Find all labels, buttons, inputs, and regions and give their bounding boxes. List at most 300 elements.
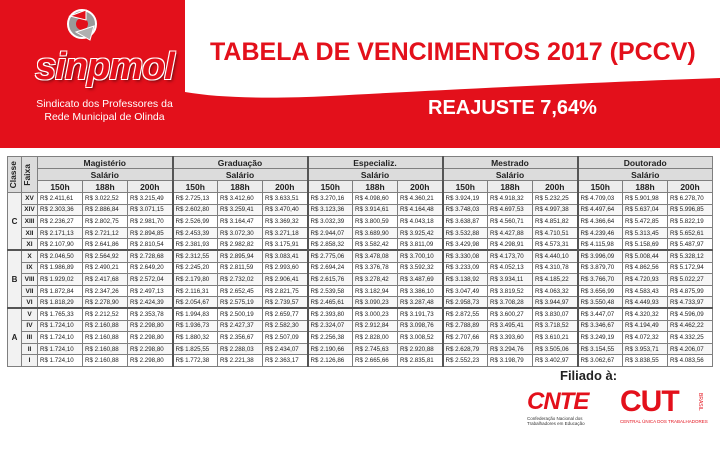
- classe-cell: C: [8, 193, 22, 251]
- faixa-cell: III: [22, 332, 38, 344]
- salary-cell: R$ 2.054,67: [173, 297, 218, 309]
- salary-cell: R$ 6.278,70: [668, 193, 713, 205]
- salary-cell: R$ 3.022,52: [83, 193, 128, 205]
- group-header: Especializ.: [308, 157, 443, 169]
- hours-header: 188h: [218, 181, 263, 193]
- page-title: TABELA DE VENCIMENTOS 2017 (PCCV): [210, 38, 696, 66]
- salary-cell: R$ 2.107,90: [38, 239, 83, 251]
- salary-cell: R$ 4.320,32: [623, 308, 668, 320]
- salary-cell: R$ 2.552,23: [443, 355, 488, 367]
- classe-header: Classe: [8, 157, 22, 193]
- salary-cell: R$ 2.221,38: [218, 355, 263, 367]
- salary-cell: R$ 2.886,84: [83, 204, 128, 216]
- salary-cell: R$ 3.138,92: [443, 274, 488, 286]
- salary-cell: R$ 3.083,41: [263, 250, 308, 262]
- group-subheader: Salário: [578, 169, 713, 181]
- salary-cell: R$ 2.179,80: [173, 274, 218, 286]
- salary-cell: R$ 4.462,22: [668, 320, 713, 332]
- salary-cell: R$ 4.173,70: [488, 250, 533, 262]
- salary-cell: R$ 2.802,75: [83, 216, 128, 228]
- salary-cell: R$ 3.098,76: [398, 320, 443, 332]
- faixa-cell: VIII: [22, 274, 38, 286]
- salary-cell: R$ 4.449,93: [623, 297, 668, 309]
- salary-cell: R$ 4.697,53: [488, 204, 533, 216]
- salary-cell: R$ 4.063,32: [533, 285, 578, 297]
- salary-cell: R$ 4.862,56: [623, 262, 668, 274]
- classe-cell: B: [8, 250, 22, 308]
- salary-cell: R$ 3.638,87: [443, 216, 488, 228]
- salary-cell: R$ 2.465,61: [308, 297, 353, 309]
- salary-cell: R$ 5.158,69: [623, 239, 668, 251]
- salary-cell: R$ 4.918,32: [488, 193, 533, 205]
- hours-header: 188h: [353, 181, 398, 193]
- salary-cell: R$ 2.828,00: [353, 332, 398, 344]
- salary-cell: R$ 3.879,70: [578, 262, 623, 274]
- salary-cell: R$ 2.835,81: [398, 355, 443, 367]
- salary-cell: R$ 5.637,04: [623, 204, 668, 216]
- salary-cell: R$ 3.689,90: [353, 227, 398, 239]
- salary-cell: R$ 5.022,27: [668, 274, 713, 286]
- salary-cell: R$ 4.310,78: [533, 262, 578, 274]
- logo-subtitle-line1: Sindicato dos Professores da: [36, 98, 173, 110]
- salary-cell: R$ 3.748,03: [443, 204, 488, 216]
- cut-country-label: BRASIL: [697, 393, 703, 411]
- salary-cell: R$ 5.472,85: [623, 216, 668, 228]
- salary-table: [7, 156, 713, 367]
- salary-cell: R$ 3.532,88: [443, 227, 488, 239]
- salary-cell: R$ 2.160,88: [83, 343, 128, 355]
- salary-cell: R$ 4.875,99: [668, 285, 713, 297]
- salary-cell: R$ 3.271,18: [263, 227, 308, 239]
- salary-cell: R$ 3.270,16: [308, 193, 353, 205]
- salary-cell: R$ 4.239,46: [578, 227, 623, 239]
- group-subheader: Salário: [308, 169, 443, 181]
- salary-cell: R$ 2.160,88: [83, 355, 128, 367]
- salary-cell: R$ 2.298,80: [128, 320, 173, 332]
- salary-cell: R$ 2.728,68: [128, 250, 173, 262]
- table-row: [8, 285, 713, 297]
- faixa-cell: XIII: [22, 216, 38, 228]
- salary-table-wrapper: [7, 156, 713, 367]
- salary-cell: R$ 1.724,10: [38, 343, 83, 355]
- salary-cell: R$ 4.098,60: [353, 193, 398, 205]
- salary-cell: R$ 3.447,07: [578, 308, 623, 320]
- salary-cell: R$ 2.278,90: [83, 297, 128, 309]
- salary-cell: R$ 3.198,79: [488, 355, 533, 367]
- salary-cell: R$ 2.739,57: [263, 297, 308, 309]
- faixa-cell: II: [22, 343, 38, 355]
- hours-header: 150h: [578, 181, 623, 193]
- salary-cell: R$ 3.249,19: [578, 332, 623, 344]
- salary-cell: R$ 3.123,36: [308, 204, 353, 216]
- salary-cell: R$ 1.872,84: [38, 285, 83, 297]
- salary-cell: R$ 1.986,89: [38, 262, 83, 274]
- hours-header: 150h: [308, 181, 353, 193]
- salary-cell: R$ 1.994,83: [173, 308, 218, 320]
- salary-cell: R$ 4.720,93: [623, 274, 668, 286]
- table-row: [8, 250, 713, 262]
- salary-cell: R$ 3.393,60: [488, 332, 533, 344]
- faixa-cell: IX: [22, 262, 38, 274]
- salary-cell: R$ 4.710,51: [533, 227, 578, 239]
- salary-cell: R$ 1.880,32: [173, 332, 218, 344]
- salary-cell: R$ 3.708,28: [488, 297, 533, 309]
- salary-cell: R$ 2.906,41: [263, 274, 308, 286]
- salary-cell: R$ 4.043,18: [398, 216, 443, 228]
- salary-cell: R$ 4.997,38: [533, 204, 578, 216]
- salary-cell: R$ 2.665,66: [353, 355, 398, 367]
- salary-cell: R$ 3.830,07: [533, 308, 578, 320]
- salary-cell: R$ 2.982,82: [218, 239, 263, 251]
- salary-cell: R$ 2.288,03: [218, 343, 263, 355]
- salary-cell: R$ 3.996,09: [578, 250, 623, 262]
- group-subheader: Salário: [173, 169, 308, 181]
- salary-cell: R$ 2.707,66: [443, 332, 488, 344]
- salary-cell: R$ 2.615,76: [308, 274, 353, 286]
- classe-cell: A: [8, 308, 22, 366]
- table-row: [8, 355, 713, 367]
- salary-cell: R$ 4.360,21: [398, 193, 443, 205]
- salary-cell: R$ 2.721,12: [83, 227, 128, 239]
- salary-cell: R$ 2.312,55: [173, 250, 218, 262]
- salary-cell: R$ 2.628,79: [443, 343, 488, 355]
- salary-cell: R$ 3.182,94: [353, 285, 398, 297]
- header-banner: [0, 0, 720, 148]
- salary-cell: R$ 2.500,19: [218, 308, 263, 320]
- salary-cell: R$ 3.175,91: [263, 239, 308, 251]
- cut-wordmark: CUT: [620, 385, 679, 418]
- salary-cell: R$ 4.052,13: [488, 262, 533, 274]
- salary-cell: R$ 3.429,98: [443, 239, 488, 251]
- salary-cell: R$ 2.993,60: [263, 262, 308, 274]
- salary-cell: R$ 2.324,07: [308, 320, 353, 332]
- salary-cell: R$ 5.901,98: [623, 193, 668, 205]
- salary-cell: R$ 5.313,45: [623, 227, 668, 239]
- faixa-header: Faixa: [22, 157, 38, 193]
- salary-cell: R$ 2.490,21: [83, 262, 128, 274]
- salary-cell: R$ 3.800,59: [353, 216, 398, 228]
- salary-cell: R$ 3.215,49: [128, 193, 173, 205]
- salary-cell: R$ 1.825,55: [173, 343, 218, 355]
- salary-cell: R$ 4.733,97: [668, 297, 713, 309]
- salary-cell: R$ 2.732,02: [218, 274, 263, 286]
- salary-cell: R$ 4.332,25: [668, 332, 713, 344]
- salary-cell: R$ 3.944,97: [533, 297, 578, 309]
- salary-cell: R$ 2.116,31: [173, 285, 218, 297]
- salary-cell: R$ 5.232,25: [533, 193, 578, 205]
- salary-cell: R$ 3.164,47: [218, 216, 263, 228]
- salary-cell: R$ 4.072,32: [623, 332, 668, 344]
- salary-cell: R$ 2.393,80: [308, 308, 353, 320]
- salary-cell: R$ 4.573,31: [533, 239, 578, 251]
- salary-cell: R$ 3.191,73: [398, 308, 443, 320]
- salary-cell: R$ 2.745,63: [353, 343, 398, 355]
- salary-cell: R$ 2.298,80: [128, 343, 173, 355]
- salary-cell: R$ 4.185,22: [533, 274, 578, 286]
- salary-cell: R$ 5.172,94: [668, 262, 713, 274]
- salary-cell: R$ 2.256,38: [308, 332, 353, 344]
- salary-cell: R$ 2.788,89: [443, 320, 488, 332]
- salary-cell: R$ 2.539,58: [308, 285, 353, 297]
- salary-cell: R$ 2.160,88: [83, 320, 128, 332]
- salary-cell: R$ 3.925,42: [398, 227, 443, 239]
- salary-cell: R$ 2.920,88: [398, 343, 443, 355]
- salary-cell: R$ 1.929,02: [38, 274, 83, 286]
- logo-wordmark: sinpmol: [35, 46, 174, 88]
- table-row: [8, 227, 713, 239]
- salary-cell: R$ 2.811,59: [218, 262, 263, 274]
- salary-cell: R$ 2.171,13: [38, 227, 83, 239]
- table-row: [8, 274, 713, 286]
- salary-cell: R$ 2.417,68: [83, 274, 128, 286]
- salary-cell: R$ 2.298,80: [128, 355, 173, 367]
- faixa-cell: XIV: [22, 204, 38, 216]
- faixa-cell: X: [22, 250, 38, 262]
- group-header: Graduação: [173, 157, 308, 169]
- salary-cell: R$ 3.072,30: [218, 227, 263, 239]
- salary-cell: R$ 2.659,77: [263, 308, 308, 320]
- salary-cell: R$ 2.872,55: [443, 308, 488, 320]
- table-row: [8, 332, 713, 344]
- salary-cell: R$ 1.724,10: [38, 355, 83, 367]
- table-row: [8, 193, 713, 205]
- salary-cell: R$ 2.245,20: [173, 262, 218, 274]
- faixa-cell: VI: [22, 297, 38, 309]
- table-row: [8, 297, 713, 309]
- salary-cell: R$ 5.487,97: [668, 239, 713, 251]
- salary-cell: R$ 2.434,07: [263, 343, 308, 355]
- salary-cell: R$ 2.694,24: [308, 262, 353, 274]
- hours-header: 200h: [533, 181, 578, 193]
- salary-cell: R$ 2.725,13: [173, 193, 218, 205]
- salary-cell: R$ 3.330,08: [443, 250, 488, 262]
- salary-cell: R$ 5.328,12: [668, 250, 713, 262]
- salary-cell: R$ 2.775,06: [308, 250, 353, 262]
- salary-cell: R$ 3.071,15: [128, 204, 173, 216]
- salary-cell: R$ 2.046,50: [38, 250, 83, 262]
- salary-cell: R$ 2.858,32: [308, 239, 353, 251]
- hours-header: 150h: [38, 181, 83, 193]
- salary-cell: R$ 5.008,44: [623, 250, 668, 262]
- salary-cell: R$ 2.347,26: [83, 285, 128, 297]
- salary-cell: R$ 3.592,32: [398, 262, 443, 274]
- affiliation-label: Filiado à:: [560, 368, 618, 383]
- salary-cell: R$ 2.427,37: [218, 320, 263, 332]
- salary-cell: R$ 2.212,52: [83, 308, 128, 320]
- faixa-cell: IV: [22, 320, 38, 332]
- table-row: [8, 239, 713, 251]
- salary-cell: R$ 5.996,85: [668, 204, 713, 216]
- salary-cell: R$ 4.851,82: [533, 216, 578, 228]
- salary-cell: R$ 4.709,03: [578, 193, 623, 205]
- salary-cell: R$ 3.000,23: [353, 308, 398, 320]
- hours-header: 188h: [83, 181, 128, 193]
- hours-header: 188h: [488, 181, 533, 193]
- salary-cell: R$ 3.600,27: [488, 308, 533, 320]
- salary-cell: R$ 5.822,19: [668, 216, 713, 228]
- salary-cell: R$ 2.895,94: [218, 250, 263, 262]
- salary-cell: R$ 3.505,06: [533, 343, 578, 355]
- hours-header: 200h: [263, 181, 308, 193]
- salary-cell: R$ 1.724,10: [38, 332, 83, 344]
- salary-cell: R$ 2.453,39: [173, 227, 218, 239]
- salary-cell: R$ 3.478,08: [353, 250, 398, 262]
- salary-cell: R$ 3.838,55: [623, 355, 668, 367]
- salary-cell: R$ 4.427,88: [488, 227, 533, 239]
- hours-header: 200h: [398, 181, 443, 193]
- group-header: Doutorado: [578, 157, 713, 169]
- salary-cell: R$ 3.047,49: [443, 285, 488, 297]
- salary-cell: R$ 3.819,52: [488, 285, 533, 297]
- hours-header: 200h: [668, 181, 713, 193]
- salary-cell: R$ 2.641,86: [83, 239, 128, 251]
- salary-cell: R$ 4.583,43: [623, 285, 668, 297]
- faixa-cell: V: [22, 308, 38, 320]
- salary-cell: R$ 2.582,30: [263, 320, 308, 332]
- salary-cell: R$ 2.572,04: [128, 274, 173, 286]
- cut-subtitle: CENTRAL ÚNICA DOS TRABALHADORES: [620, 419, 708, 424]
- table-row: [8, 204, 713, 216]
- table-row: [8, 308, 713, 320]
- hours-header: 150h: [173, 181, 218, 193]
- salary-cell: R$ 3.633,51: [263, 193, 308, 205]
- salary-cell: R$ 2.821,75: [263, 285, 308, 297]
- cut-logo: [620, 385, 716, 424]
- table-row: [8, 320, 713, 332]
- salary-cell: R$ 2.497,13: [128, 285, 173, 297]
- salary-cell: R$ 2.602,80: [173, 204, 218, 216]
- salary-cell: R$ 3.376,78: [353, 262, 398, 274]
- salary-cell: R$ 2.411,61: [38, 193, 83, 205]
- salary-cell: R$ 3.278,42: [353, 274, 398, 286]
- salary-cell: R$ 3.008,52: [398, 332, 443, 344]
- salary-cell: R$ 1.772,38: [173, 355, 218, 367]
- salary-cell: R$ 2.236,27: [38, 216, 83, 228]
- page-subtitle: REAJUSTE 7,64%: [428, 97, 597, 119]
- salary-cell: R$ 2.424,39: [128, 297, 173, 309]
- group-subheader: Salário: [443, 169, 578, 181]
- salary-cell: R$ 4.083,56: [668, 355, 713, 367]
- cnte-logo: [527, 388, 622, 426]
- salary-cell: R$ 1.724,10: [38, 320, 83, 332]
- salary-cell: R$ 3.346,67: [578, 320, 623, 332]
- group-header: Mestrado: [443, 157, 578, 169]
- salary-cell: R$ 4.298,91: [488, 239, 533, 251]
- salary-cell: R$ 3.914,61: [353, 204, 398, 216]
- salary-cell: R$ 3.487,69: [398, 274, 443, 286]
- salary-cell: R$ 2.160,88: [83, 332, 128, 344]
- salary-cell: R$ 3.154,55: [578, 343, 623, 355]
- salary-cell: R$ 3.259,41: [218, 204, 263, 216]
- salary-cell: R$ 2.353,78: [128, 308, 173, 320]
- salary-cell: R$ 3.495,41: [488, 320, 533, 332]
- salary-cell: R$ 2.958,73: [443, 297, 488, 309]
- salary-cell: R$ 2.507,09: [263, 332, 308, 344]
- salary-cell: R$ 4.115,98: [578, 239, 623, 251]
- salary-cell: R$ 3.386,10: [398, 285, 443, 297]
- salary-cell: R$ 2.649,20: [128, 262, 173, 274]
- group-subheader: Salário: [38, 169, 173, 181]
- salary-cell: R$ 3.470,40: [263, 204, 308, 216]
- salary-cell: R$ 3.287,48: [398, 297, 443, 309]
- salary-cell: R$ 2.381,93: [173, 239, 218, 251]
- salary-cell: R$ 3.582,42: [353, 239, 398, 251]
- logo-emblem-icon: [56, 6, 106, 50]
- salary-cell: R$ 2.356,67: [218, 332, 263, 344]
- salary-cell: R$ 2.363,17: [263, 355, 308, 367]
- faixa-cell: I: [22, 355, 38, 367]
- logo-subtitle-line2: Rede Municipal de Olinda: [44, 111, 165, 123]
- hours-header: 188h: [623, 181, 668, 193]
- salary-cell: R$ 3.934,11: [488, 274, 533, 286]
- hours-header: 150h: [443, 181, 488, 193]
- salary-cell: R$ 2.944,07: [308, 227, 353, 239]
- salary-cell: R$ 2.652,45: [218, 285, 263, 297]
- salary-cell: R$ 4.560,71: [488, 216, 533, 228]
- salary-cell: R$ 3.412,60: [218, 193, 263, 205]
- salary-cell: R$ 2.298,80: [128, 332, 173, 344]
- salary-cell: R$ 3.656,99: [578, 285, 623, 297]
- faixa-cell: XI: [22, 239, 38, 251]
- salary-cell: R$ 3.550,48: [578, 297, 623, 309]
- group-header: Magistério: [38, 157, 173, 169]
- salary-cell: R$ 3.090,23: [353, 297, 398, 309]
- faixa-cell: XII: [22, 227, 38, 239]
- salary-cell: R$ 4.497,64: [578, 204, 623, 216]
- hours-header: 200h: [128, 181, 173, 193]
- salary-cell: R$ 4.164,48: [398, 204, 443, 216]
- salary-cell: R$ 2.190,66: [308, 343, 353, 355]
- salary-cell: R$ 3.811,09: [398, 239, 443, 251]
- salary-cell: R$ 3.766,70: [578, 274, 623, 286]
- table-row: [8, 216, 713, 228]
- table-row: [8, 343, 713, 355]
- salary-cell: R$ 2.981,70: [128, 216, 173, 228]
- salary-cell: R$ 2.912,84: [353, 320, 398, 332]
- cnte-subtitle: Confederação Nacional dos Trabalhadores em Educação: [527, 416, 585, 426]
- faixa-cell: XV: [22, 193, 38, 205]
- salary-cell: R$ 4.194,49: [623, 320, 668, 332]
- salary-cell: R$ 3.233,09: [443, 262, 488, 274]
- salary-cell: R$ 2.575,19: [218, 297, 263, 309]
- salary-cell: R$ 3.369,32: [263, 216, 308, 228]
- salary-cell: R$ 3.700,10: [398, 250, 443, 262]
- salary-cell: R$ 2.810,54: [128, 239, 173, 251]
- salary-cell: R$ 1.818,29: [38, 297, 83, 309]
- salary-cell: R$ 3.924,19: [443, 193, 488, 205]
- salary-cell: R$ 2.303,36: [38, 204, 83, 216]
- salary-cell: R$ 3.610,21: [533, 332, 578, 344]
- salary-cell: R$ 4.366,64: [578, 216, 623, 228]
- salary-cell: R$ 4.206,07: [668, 343, 713, 355]
- salary-cell: R$ 2.564,92: [83, 250, 128, 262]
- salary-cell: R$ 3.062,67: [578, 355, 623, 367]
- cnte-wordmark: CNTE: [527, 388, 589, 415]
- salary-cell: R$ 1.936,73: [173, 320, 218, 332]
- salary-cell: R$ 2.894,85: [128, 227, 173, 239]
- salary-cell: R$ 3.402,97: [533, 355, 578, 367]
- salary-cell: R$ 4.440,10: [533, 250, 578, 262]
- salary-cell: R$ 2.126,86: [308, 355, 353, 367]
- salary-cell: R$ 1.765,33: [38, 308, 83, 320]
- salary-cell: R$ 3.294,76: [488, 343, 533, 355]
- table-row: [8, 262, 713, 274]
- salary-cell: R$ 3.032,39: [308, 216, 353, 228]
- salary-cell: R$ 2.526,99: [173, 216, 218, 228]
- salary-cell: R$ 3.718,52: [533, 320, 578, 332]
- salary-cell: R$ 4.596,09: [668, 308, 713, 320]
- salary-cell: R$ 3.953,71: [623, 343, 668, 355]
